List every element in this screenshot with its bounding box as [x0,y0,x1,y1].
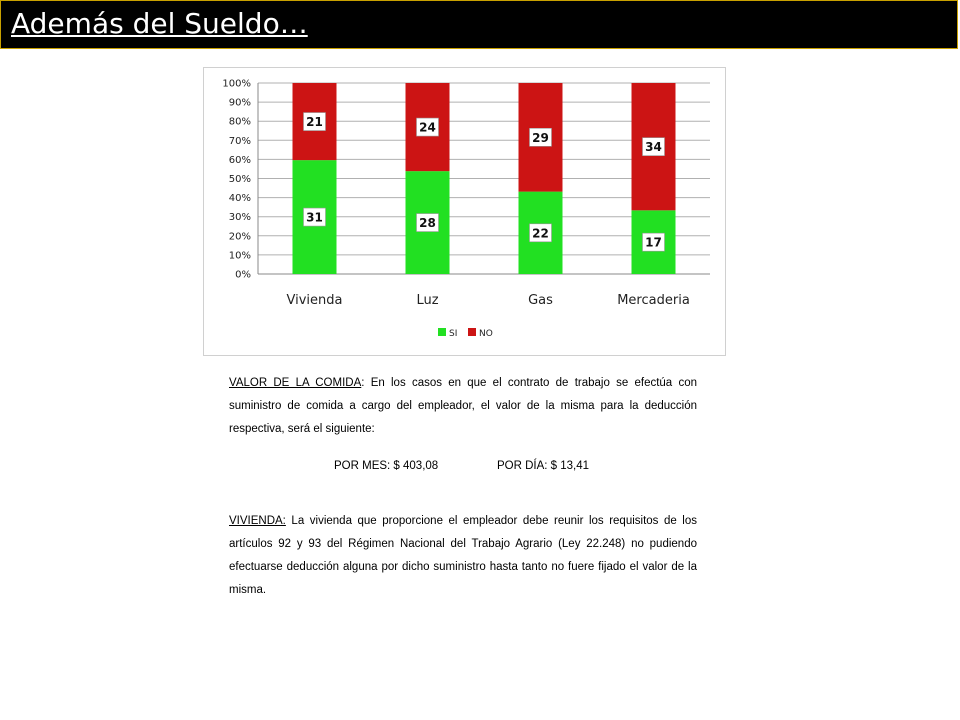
vivienda-heading: VIVIENDA: [229,515,286,527]
data-label: 29 [532,130,549,145]
x-tick-label: Vivienda [286,293,343,308]
chart-svg [204,68,725,355]
x-tick-label: Luz [416,293,439,308]
vivienda-paragraph [229,510,697,602]
y-tick-label: 100% [222,78,251,90]
y-tick-label: 30% [228,212,251,224]
y-tick-label: 60% [228,154,251,166]
legend-swatch-si [438,328,446,336]
por-dia-value: POR DÍA: $ 13,41 [497,460,590,472]
data-label: 28 [419,216,436,231]
x-tick-label: Gas [528,293,553,308]
data-label: 21 [306,115,323,130]
y-tick-label: 80% [228,116,251,128]
y-tick-label: 40% [228,193,251,205]
data-label: 31 [306,210,323,225]
y-tick-label: 20% [228,231,251,243]
y-tick-label: 10% [228,250,251,262]
legend-label-no: NO [479,329,493,339]
por-mes-value: POR MES: $ 403,08 [334,460,439,472]
y-tick-label: 50% [228,174,251,185]
stacked-bar-chart [203,67,726,356]
y-tick-label: 70% [228,135,251,147]
comida-text: : En los casos en que el contrato de trabajo se efectúa con suministro de comida a cargo del empleador, el valor de la misma para la deducción respectiva, será el siguiente: [229,377,697,435]
data-label: 24 [419,120,436,135]
page-title: Además del Sueldo… [11,7,308,40]
data-label: 17 [645,235,662,250]
legend-label-si: SI [449,329,458,339]
y-tick-label: 0% [235,269,251,281]
legend-swatch-no [468,328,476,336]
data-label: 22 [532,226,549,241]
data-label: 34 [645,140,662,155]
comida-paragraph [229,372,697,441]
comida-heading: VALOR DE LA COMIDA [229,377,362,389]
x-tick-label: Mercaderia [617,293,690,308]
vivienda-text: La vivienda que proporcione el empleador debe reunir los requisitos de los artículos 92 y 93 del Régimen Nacional del Trabajo Agrario (Ley 22.248) no pudiendo efectuarse deducción alguna por dicho suministro hasta tanto no fuere fijado el valor de la misma. [229,515,697,596]
y-tick-label: 90% [228,97,251,109]
title-bar [0,0,958,49]
